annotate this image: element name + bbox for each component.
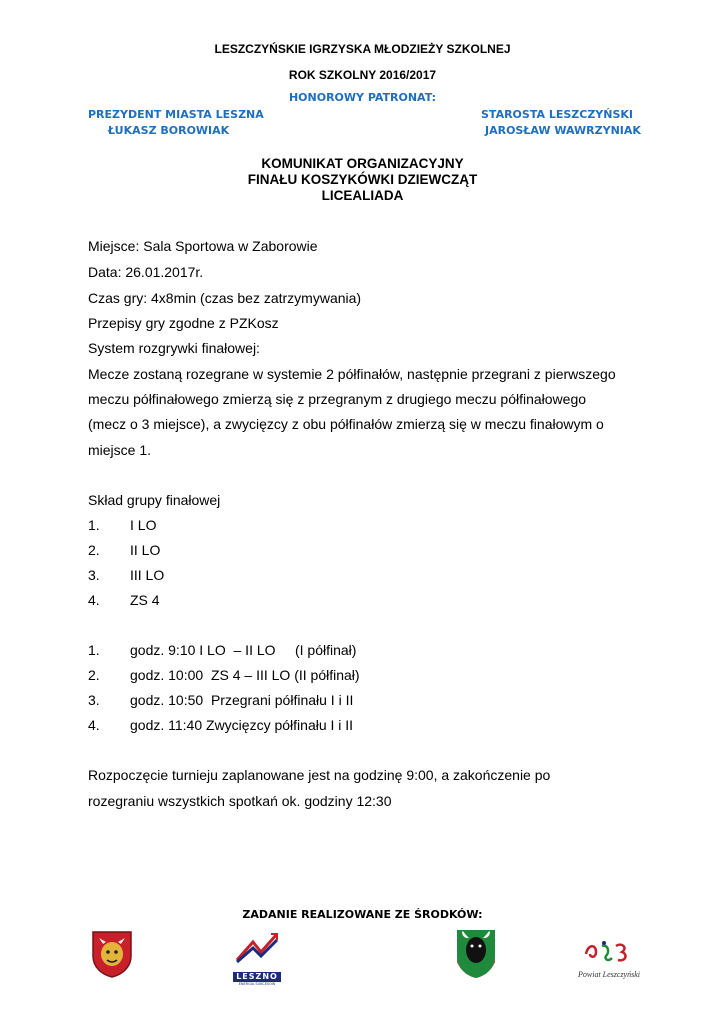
place-line: Miejsce: Sala Sportowa w Zaborowie xyxy=(88,238,318,254)
list-number: 4. xyxy=(88,717,100,733)
team-name: I LO xyxy=(130,517,157,533)
list-item xyxy=(88,567,388,585)
schedule-item xyxy=(88,667,588,685)
left-patron-name: ŁUKASZ BOROWIAK xyxy=(108,124,230,137)
system-text-line: (mecz o 3 miejsce), a zwycięzcy z obu półfinałów zmierzą się w meczu finałowym o xyxy=(88,416,604,432)
patronat-label: HONOROWY PATRONAT: xyxy=(288,91,437,104)
rules-line: Przepisy gry zgodne z PZKosz xyxy=(88,315,279,331)
schedule-text: godz. 9:10 I LO – II LO (I półfinał) xyxy=(130,642,357,658)
leszno-city-logo xyxy=(233,930,281,984)
list-item xyxy=(88,592,388,610)
schedule-item xyxy=(88,692,588,710)
list-number: 4. xyxy=(88,592,100,608)
schedule-text: godz. 10:00 ZS 4 – III LO (II półfinał) xyxy=(130,667,360,683)
team-name: ZS 4 xyxy=(130,592,160,608)
team-name: II LO xyxy=(130,542,161,558)
list-number: 2. xyxy=(88,667,100,683)
system-text-line: meczu półfinałowego zmierzą się z przegranym z drugiego meczu półfinałowego xyxy=(88,391,587,407)
closing-line: rozegraniu wszystkich spotkań ok. godziny 12:30 xyxy=(88,793,392,809)
system-label: System rozgrywki finałowej: xyxy=(88,340,260,356)
leszno-crest-logo xyxy=(91,930,133,978)
header-title: LESZCZYŃSKIE IGRZYSKA MŁODZIEŻY SZKOLNEJ xyxy=(214,42,511,56)
schedule-item xyxy=(88,717,588,735)
school-year: ROK SZKOLNY 2016/2017 xyxy=(288,68,437,82)
leszno-tagline: ENERGIA SUKCESÓW xyxy=(238,982,276,986)
left-patron-title: PREZYDENT MIASTA LESZNA xyxy=(88,108,264,121)
powiat-crest-logo xyxy=(455,928,497,980)
schedule-item xyxy=(88,642,588,660)
system-text-line: miejsce 1. xyxy=(88,442,152,458)
funding-label: ZADANIE REALIZOWANE ZE ŚRODKÓW: xyxy=(242,908,483,921)
duration-line: Czas gry: 4x8min (czas bez zatrzymywania) xyxy=(88,290,362,306)
document-title-line3: LICEALIADA xyxy=(321,188,404,203)
list-number: 2. xyxy=(88,542,100,558)
group-label: Skład grupy finałowej xyxy=(88,492,221,508)
closing-line: Rozpoczęcie turnieju zaplanowane jest na godzinę 9:00, a zakończenie po xyxy=(88,767,551,783)
right-patron-title: STAROSTA LESZCZYŃSKI xyxy=(481,108,634,121)
schedule-text: godz. 11:40 Zwycięzcy półfinału I i II xyxy=(130,717,354,733)
right-patron-name: JAROSŁAW WAWRZYNIAK xyxy=(485,124,641,137)
list-number: 1. xyxy=(88,642,100,658)
list-item xyxy=(88,542,388,560)
document-title-line1: KOMUNIKAT ORGANIZACYJNY xyxy=(261,156,464,171)
list-number: 1. xyxy=(88,517,100,533)
list-item xyxy=(88,517,388,535)
leszno-wordmark: LESZNO xyxy=(233,972,281,982)
list-number: 3. xyxy=(88,692,100,708)
powiat-leszczynski-logo xyxy=(578,940,650,984)
team-name: III LO xyxy=(130,567,165,583)
list-number: 3. xyxy=(88,567,100,583)
system-text-line: Mecze zostaną rozegrane w systemie 2 półfinałów, następnie przegrani z pierwszego xyxy=(88,366,616,382)
date-line: Data: 26.01.2017r. xyxy=(88,264,204,280)
schedule-text: godz. 10:50 Przegrani półfinału I i II xyxy=(130,692,354,708)
document-title-line2: FINAŁU KOSZYKÓWKI DZIEWCZĄT xyxy=(247,172,478,187)
powiat-wordmark: Powiat Leszczyński xyxy=(578,970,640,979)
